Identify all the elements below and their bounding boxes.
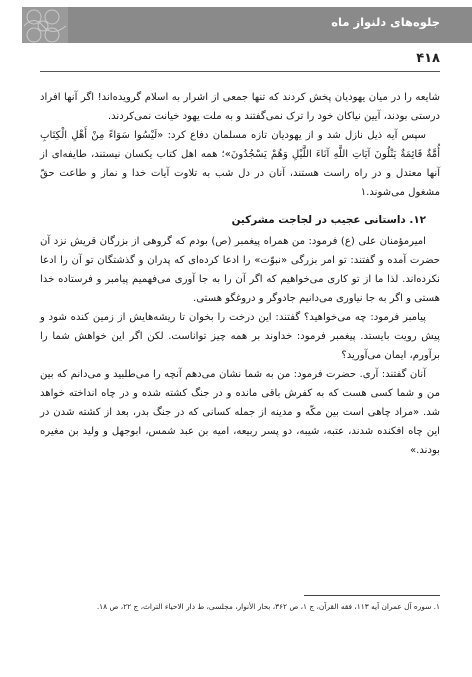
- page-body: [40, 88, 440, 460]
- header-divider: [40, 71, 440, 72]
- paragraph: پیامبر فرمود: چه می‌خواهید؟ گفتند: این درخت را بخوان تا ریشه‌هایش از زمین کنده شود و پیش رویت بایستد. پیغمبر فرمود: خداوند بر همه چیز تواناست. لکن اگر این خواهش شما را برآورم، ایمان می‌آورید؟: [40, 312, 440, 361]
- page-header: [0, 0, 472, 82]
- page-number: ۴۱۸: [416, 51, 440, 66]
- paragraph: امیرمؤمنان علی (ع) فرمود: من همراه پیغمبر (ص) بودم که گروهی از بزرگان قریش نزد آن حضرت آمده و گفتند: تو امر بزرگی «نبوّت» را ادعا کرده‌ای که پدران و گذشتگان تو آن را ادعا نکرده‌اند. لذا ما از تو کاری می‌خواهیم که اگر آن را به جا آوری می‌فهمیم پیامبر و فرستاده خدا هستی و اگر به جا نیاوری می‌دانیم جادوگر و دروغگو هستی.: [40, 236, 440, 304]
- paragraph: سپس آیه ذیل نازل شد و از یهودیان تازه مسلمان دفاع کرد: «لَیْسُوا سَوَاءً مِنْ أَهْلِ الْکِتَابِ أُمَّةٌ قَائِمَةٌ یَتْلُونَ آیَاتِ اللَّهِ آنَاءَ اللَّیْلِ وَهُمْ یَسْجُدُونَ»؛ همه اهل کتاب یکسان نیستند، طایفه‌ای از آنها معتدل و در راه راست هستند، آنان در دل شب به تلاوت آیات خدا و نماز و طاعت حقّ مشغول می‌شوند.۱: [40, 130, 440, 198]
- book-title: جلوه‌های دلنواز ماه: [331, 15, 440, 29]
- ornament-icon: [22, 7, 68, 43]
- paragraph: شایعه را در میان یهودیان پخش کردند که تنها جمعی از اشرار به اسلام گرویده‌اند! اگر آنها افراد درستی بودند، آیین نیاکان خود را ترک نمی‌گفتند و به ملت یهود خیانت نمی‌کردند.: [40, 92, 440, 122]
- footnote-divider: [304, 595, 440, 596]
- section-heading: ۱۲. داستانی عجیب در لجاجت مشرکین: [231, 214, 426, 226]
- footnote: ۱. سوره آل عمران آیه ۱۱۳، فقه القرآن، ج ۱، ص ۳۶۲، بحار الأنوار، مجلسی، ط دار الاحیاء التراث، ج ۲۲، ص ۱۸.: [96, 602, 440, 611]
- paragraph: آنان گفتند: آری. حضرت فرمود: من به شما نشان می‌دهم آنچه را می‌طلبید و می‌دانم که بین من و شما کسی هست که به کفرش باقی مانده و در جنگ کشته شده و در چاه انداخته خواهد شد. «مراد چاهی است بین مکّه و مدینه از جمله کسانی که در جنگ بدر، بعد از کشته شدن در این چاه افکنده شدند، عتبه، شیبه، دو پسر ربیعه، امیه بن عبد شمس، ابوجهل و ولید بن مغیره بودند.»: [40, 369, 440, 456]
